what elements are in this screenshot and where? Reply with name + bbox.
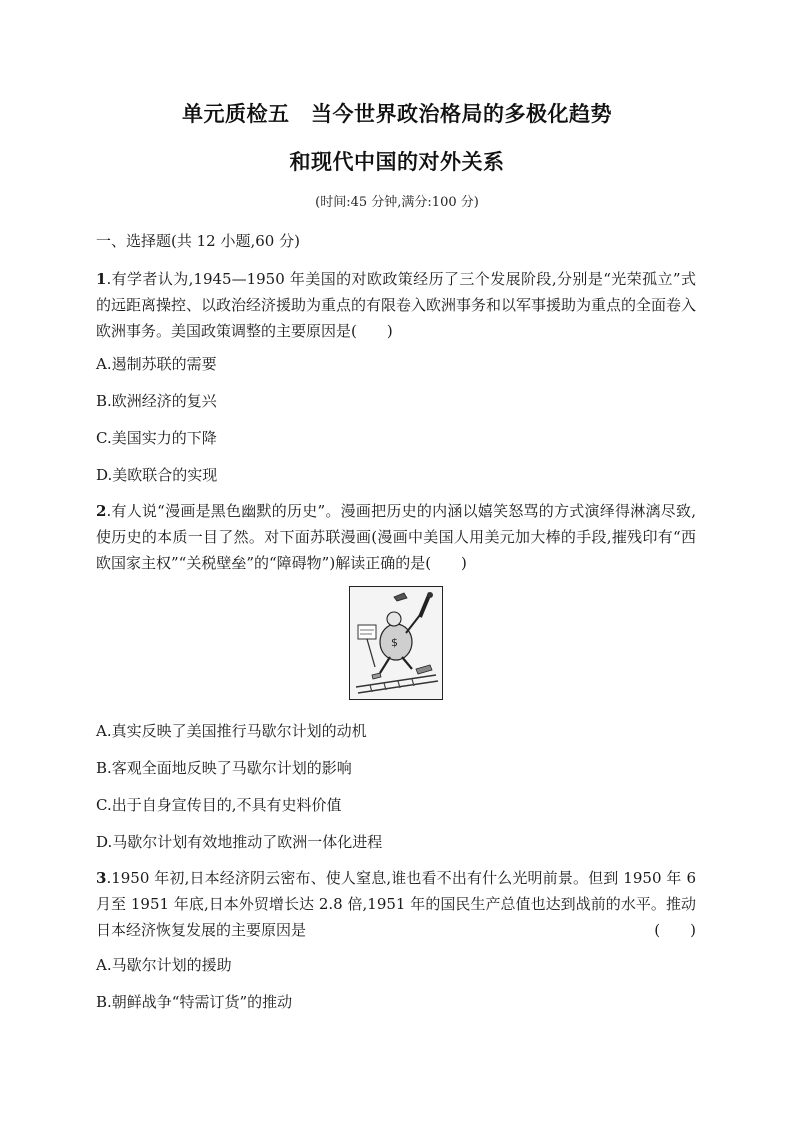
question-text: .有学者认为,1945—1950 年美国的对欧政策经历了三个发展阶段,分别是“光荣孤立”式的远距离操控、以政治经济援助为重点的有限卷入欧洲事务和以军事援助为重点的全面卷入欧洲事务。美国政策调整的主要原因是( ): [96, 270, 697, 340]
question-2: [96, 498, 696, 576]
q2-option-b: B.客观全面地反映了马歇尔计划的影响: [96, 759, 352, 777]
q2-option-d: D.马歇尔计划有效地推动了欧洲一体化进程: [96, 833, 383, 851]
q1-option-a: A.遏制苏联的需要: [96, 355, 217, 373]
question-text: .有人说“漫画是黑色幽默的历史”。漫画把历史的内涵以嬉笑怒骂的方式演绎得淋漓尽致,使历史的本质一目了然。对下面苏联漫画(漫画中美国人用美元加大棒的手段,摧残印有“西欧国家主权”“关税壁垒”的“障碍物”)解读正确的是( ): [96, 502, 696, 572]
q2-option-c: C.出于自身宣传目的,不具有史料价值: [96, 796, 342, 814]
question-1: [96, 266, 696, 344]
question-text: .1950 年初,日本经济阴云密布、使人窒息,谁也看不出有什么光明前景。但到 1950 年 6 月至 1951 年底,日本外贸增长达 2.8 倍,1951 年的国民生产总值也达到战前的水平。推动日本经济恢复发展的主要原因是: [96, 869, 696, 939]
question-3: [96, 865, 696, 943]
question-number: 2: [96, 502, 107, 520]
q3-option-a: A.马歇尔计划的援助: [96, 956, 232, 974]
question-number: 1: [96, 270, 107, 288]
q1-option-b: B.欧洲经济的复兴: [96, 392, 217, 410]
page-title-line1: 单元质检五 当今世界政治格局的多极化趋势: [182, 102, 612, 126]
section-heading: 一、选择题(共 12 小题,60 分): [96, 232, 300, 250]
soviet-cartoon-image: [349, 586, 443, 700]
cartoon-illustration: [350, 587, 441, 698]
page-title-line2: 和现代中国的对外关系: [289, 150, 505, 174]
exam-time-info: (时间:45 分钟,满分:100 分): [315, 195, 479, 210]
q1-option-c: C.美国实力的下降: [96, 429, 217, 447]
answer-paren: ( ): [654, 921, 696, 939]
question-number: 3: [96, 869, 107, 887]
q2-option-a: A.真实反映了美国推行马歇尔计划的动机: [96, 722, 367, 740]
q1-option-d: D.美欧联合的实现: [96, 466, 218, 484]
q3-option-b: B.朝鲜战争“特需订货”的推动: [96, 993, 293, 1011]
svg-text:$: $: [391, 636, 398, 649]
